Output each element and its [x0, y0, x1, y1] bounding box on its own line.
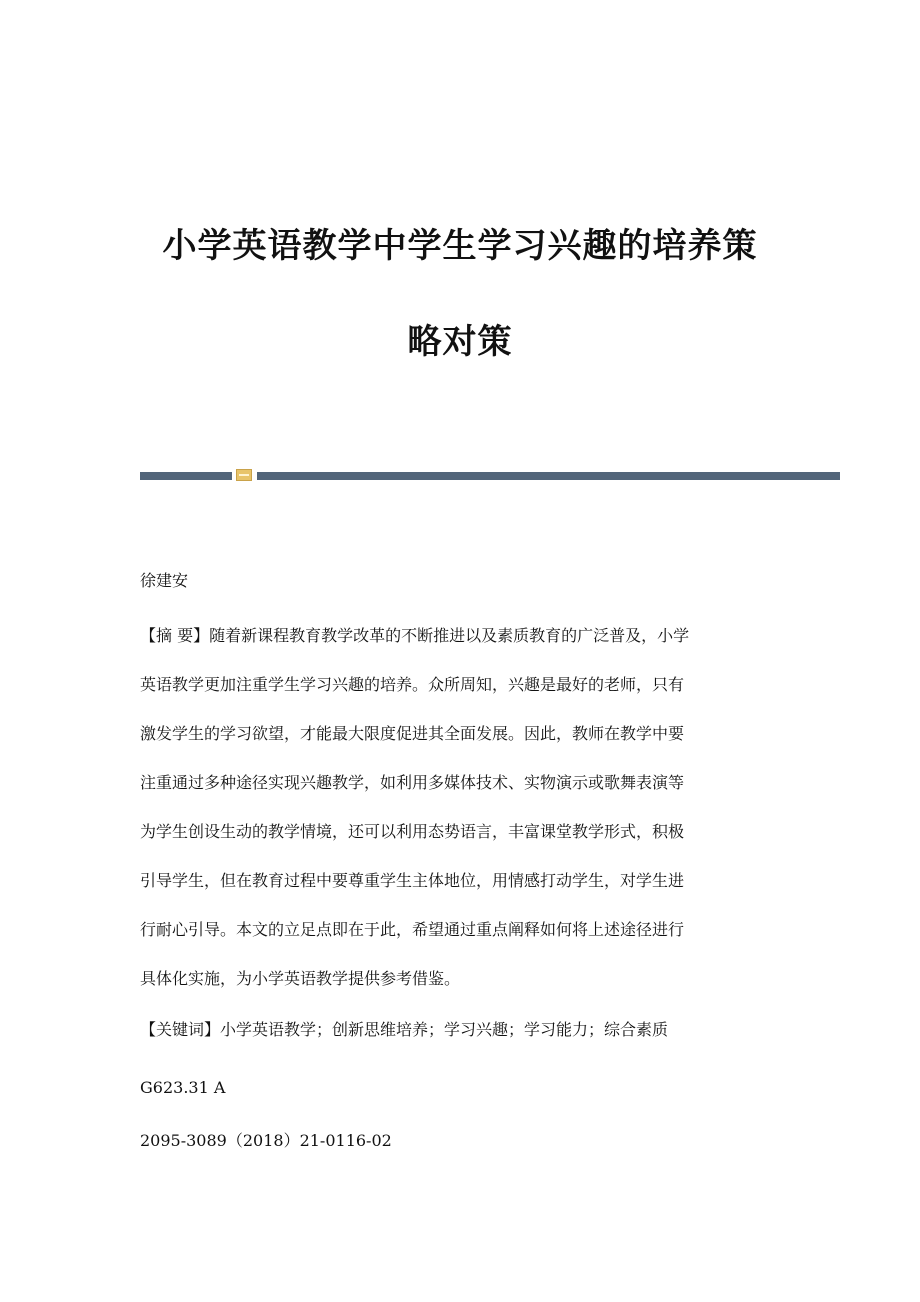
divider-mark-icon: [236, 469, 252, 481]
abstract-line: 为学生创设生动的教学情境，还可以利用态势语言，丰富课堂教学形式，积极: [140, 822, 685, 841]
keywords: 【关键词】小学英语教学；创新思维培养；学习兴趣；学习能力；综合素质: [140, 1020, 669, 1039]
abstract-line: 英语教学更加注重学生学习兴趣的培养。众所周知，兴趣是最好的老师，只有: [140, 675, 685, 694]
abstract-line: 注重通过多种途径实现兴趣教学，如利用多媒体技术、实物演示或歌舞表演等: [140, 773, 685, 792]
classification-code: G623.31 A: [140, 1078, 226, 1097]
abstract-line: 引导学生，但在教育过程中要尊重学生主体地位，用情感打动学生，对学生进: [140, 871, 685, 890]
title-line-2: 略对策: [407, 322, 513, 362]
divider-rule-left: [140, 472, 232, 480]
abstract-line: 【摘 要】随着新课程教育教学改革的不断推进以及素质教育的广泛普及，小学: [140, 626, 690, 645]
abstract-line: 行耐心引导。本文的立足点即在于此，希望通过重点阐释如何将上述途径进行: [140, 920, 685, 939]
divider-rule-right: [257, 472, 840, 480]
abstract-line: 具体化实施，为小学英语教学提供参考借鉴。: [140, 969, 461, 988]
title-line-1: 小学英语教学中学生学习兴趣的培养策: [162, 226, 758, 266]
abstract-line: 激发学生的学习欲望，才能最大限度促进其全面发展。因此，教师在教学中要: [140, 724, 685, 743]
author-name: 徐建安: [140, 571, 189, 590]
article-number: 2095-3089（2018）21-0116-02: [140, 1131, 392, 1150]
